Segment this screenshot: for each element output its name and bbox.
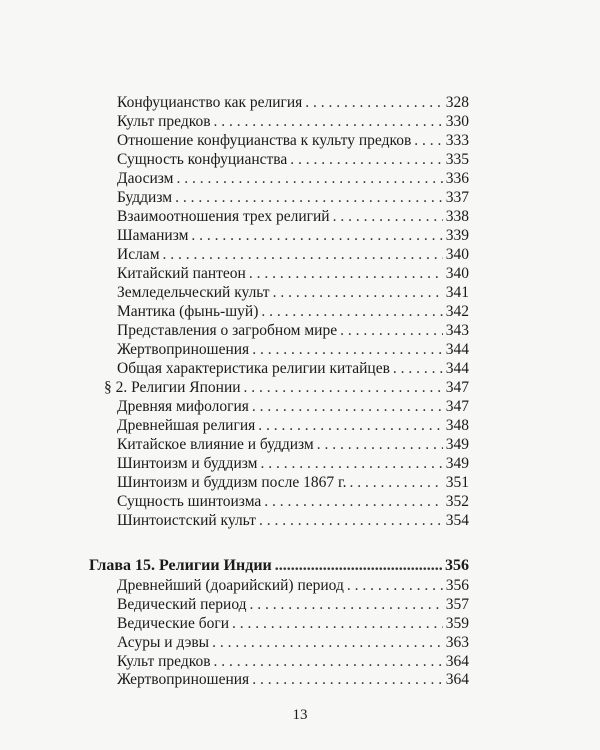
toc-entry-page: 342 (445, 303, 469, 320)
dot-leader (261, 301, 442, 322)
toc-entry-title: Сущность конфуцианства (117, 151, 288, 168)
toc-entry-page: 335 (445, 151, 469, 168)
toc-entry-title: Древнейшая религия (117, 417, 256, 434)
dot-leader (264, 491, 442, 512)
toc-entry-page: 344 (445, 360, 469, 377)
toc-entry-title: Шинтоизм и буддизм (117, 455, 258, 472)
toc-entry-title: Земледельческий культ (117, 284, 270, 301)
dot-leader (273, 282, 443, 303)
toc-section (104, 377, 469, 398)
toc-entry-title: Китайский пантеон (117, 265, 246, 282)
page-number: 13 (292, 707, 308, 723)
toc-entry (117, 358, 469, 379)
toc-entry-page: 364 (445, 653, 469, 670)
toc-entry-title: Буддизм (117, 189, 173, 206)
toc-entry (117, 130, 469, 151)
dot-leader (259, 510, 443, 531)
toc-entry-page: 343 (445, 322, 469, 339)
dot-leader (212, 632, 443, 653)
toc-chapter (89, 555, 469, 576)
toc-entry (117, 651, 469, 672)
dot-leader (250, 594, 443, 615)
toc-entry-page: 336 (445, 170, 469, 187)
toc-entry (117, 670, 469, 689)
toc-entry-page: 328 (445, 94, 469, 111)
toc-entry-page: 357 (445, 596, 469, 613)
dot-leader (414, 130, 442, 151)
toc-entry (117, 632, 469, 653)
toc-entry-page: 348 (445, 417, 469, 434)
dot-leader (349, 472, 442, 493)
toc-entry (117, 453, 469, 474)
toc-entry-page: 349 (445, 455, 469, 472)
dot-leader (305, 92, 442, 113)
toc-chapter-page: 356 (445, 557, 469, 574)
toc-entry-title: Конфуцианство как религия (117, 94, 303, 111)
dot-leader (163, 244, 443, 265)
toc-entry (117, 491, 469, 512)
dot-leader (252, 339, 443, 360)
toc-entry-title: Отношение конфуцианства к культу предков (117, 132, 412, 149)
toc-entry (117, 282, 469, 303)
toc-entry-title: Сущность шинтоизма (117, 493, 262, 510)
toc-entry-title: Шаманизм (117, 227, 189, 244)
toc-entry (117, 339, 469, 360)
toc-entry (117, 111, 469, 132)
toc-entry-page: 354 (445, 512, 469, 529)
toc-entry (117, 613, 469, 634)
toc-section-title: § 2. Религии Японии (104, 379, 241, 396)
toc-entry (117, 594, 469, 615)
toc-entry (117, 225, 469, 246)
toc-entry (117, 301, 469, 322)
toc-entry (117, 168, 469, 189)
toc-entry-title: Даосизм (117, 170, 174, 187)
dot-leader (347, 575, 443, 596)
toc-entry-page: 341 (445, 284, 469, 301)
toc-entry-title: Асуры и дэвы (117, 634, 210, 651)
toc-entry-page: 356 (445, 577, 469, 594)
dot-leader (333, 206, 443, 227)
toc-entry-title: Взаимоотношения трех религий (117, 208, 330, 225)
toc-entry (117, 187, 469, 208)
toc-entry-page: 351 (445, 474, 469, 491)
dot-leader (290, 149, 442, 170)
toc-entry-title: Жертвоприношения (117, 341, 250, 358)
toc-chapter-title: Глава 15. Религии Индии (89, 557, 272, 574)
dot-leader (275, 555, 442, 576)
dot-leader (244, 377, 443, 398)
toc-entry (117, 575, 469, 596)
dot-leader (340, 320, 443, 341)
toc-entry-title: Культ предков (117, 653, 211, 670)
toc-entry-page: 347 (445, 398, 469, 415)
toc-entry (117, 434, 469, 455)
toc-entry-page: 339 (445, 227, 469, 244)
dot-leader (393, 358, 443, 379)
dot-leader (252, 396, 443, 417)
toc-entry (117, 206, 469, 227)
dot-leader (232, 613, 443, 634)
dot-leader (191, 225, 442, 246)
toc-entry (117, 92, 469, 113)
toc-entry-title: Ведические боги (117, 615, 230, 632)
toc-entry-page: 344 (445, 341, 469, 358)
dot-leader (260, 453, 442, 474)
toc-entry (117, 320, 469, 341)
toc-entry-title: Китайское влияние и буддизм (117, 436, 314, 453)
toc-entry (117, 415, 469, 436)
toc-entry-title: Общая характеристика религии китайцев (117, 360, 390, 377)
toc-entry-title: Представления о загробном мире (117, 322, 338, 339)
toc-entry-page: 352 (445, 493, 469, 510)
toc-section-page: 347 (445, 379, 469, 396)
toc-entry-page: 359 (445, 615, 469, 632)
toc-entry-page: 363 (445, 634, 469, 651)
toc-entry-page: 337 (445, 189, 469, 206)
toc-entry-title: Ислам (117, 246, 160, 263)
toc-entry-title: Мантика (фынь-шуй) (117, 303, 259, 320)
dot-leader (252, 670, 443, 689)
toc-entry (117, 396, 469, 417)
dot-leader (258, 415, 442, 436)
toc-entry-title: Культ предков (117, 113, 211, 130)
dot-leader (175, 187, 443, 208)
dot-leader (214, 111, 443, 132)
toc-entry-page: 340 (445, 246, 469, 263)
toc-entry-page: 330 (445, 113, 469, 130)
toc-entry-title: Древняя мифология (117, 398, 249, 415)
toc-entry-page: 333 (445, 132, 469, 149)
dot-leader (214, 651, 443, 672)
toc-entry (117, 510, 469, 531)
toc-entry-title: Шинтоистский культ (117, 512, 256, 529)
toc-entry-page: 349 (445, 436, 469, 453)
toc-entry-page: 364 (445, 671, 469, 688)
dot-leader (176, 168, 442, 189)
toc-entry (117, 263, 469, 284)
toc-entry-title: Ведический период (117, 596, 247, 613)
toc-entry-title: Шинтоизм и буддизм после 1867 г. (117, 474, 347, 491)
toc-entry-page: 338 (445, 208, 469, 225)
toc-entry-page: 340 (445, 265, 469, 282)
toc-entry-title: Древнейший (доарийский) период (117, 577, 344, 594)
toc-entry (117, 149, 469, 170)
toc-entry (117, 244, 469, 265)
toc-entry (117, 472, 469, 493)
dot-leader (249, 263, 443, 284)
dot-leader (317, 434, 443, 455)
toc-entry-title: Жертвоприношения (117, 671, 250, 688)
